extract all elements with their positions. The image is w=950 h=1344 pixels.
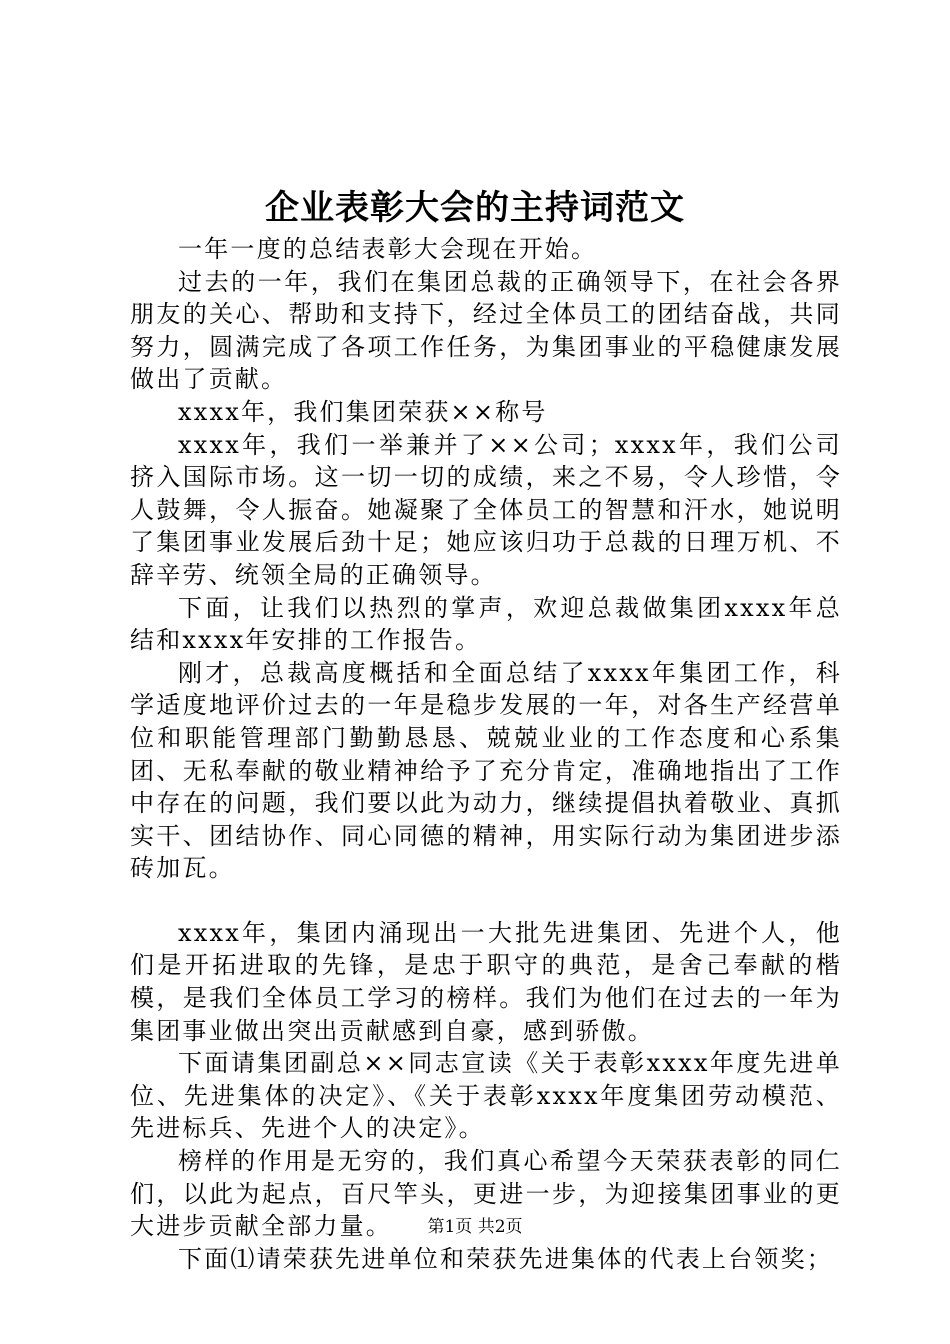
paragraph: 过去的一年，我们在集团总裁的正确领导下，在社会各界朋友的关心、帮助和支持下，经过全体员工的团结奋战，共同努力，圆满完成了各项工作任务，为集团事业的平稳健康发展做出了贡献。 <box>130 267 842 394</box>
paragraph: 下面⑴请荣获先进单位和荣获先进集体的代表上台领奖； <box>178 1244 833 1273</box>
paragraph: 刚才，总裁高度概括和全面总结了xxxx年集团工作，科学适度地评价过去的一年是稳步发展的一年，对各生产经营单位和职能管理部门勤勤恳恳、兢兢业业的工作态度和心系集团、无私奉献的敬业精神给予了充分肯定，准确地指出了工作中存在的问题，我们要以此为动力，继续提倡执着敬业、真抓实干、团结协作、同心同德的精神，用实际行动为集团进步添砖加瓦。 <box>130 658 842 883</box>
paragraph: 榜样的作用是无穷的，我们真心希望今天荣获表彰的同仁们，以此为起点，百尺竿头，更进一步，为迎接集团事业的更大进步贡献全部力量。 <box>130 1147 842 1241</box>
page-number-footer: 第1页 共2页 <box>427 1217 523 1237</box>
paragraph: xxxx年，我们一举兼并了××公司；xxxx年，我们公司挤入国际市场。这一切一切的成绩，来之不易，令人珍惜，令人鼓舞，令人振奋。她凝聚了全体员工的智慧和汗水，她说明了集团事业发展后劲十足；她应该归功于总裁的日理万机、不辞辛劳、统领全局的正确领导。 <box>130 430 842 589</box>
document-body <box>130 233 842 1275</box>
paragraph: 下面，让我们以热烈的掌声，欢迎总裁做集团xxxx年总结和xxxx年安排的工作报告。 <box>130 593 842 655</box>
document-title: 企业表彰大会的主持词范文 <box>265 188 685 228</box>
paragraph: 一年一度的总结表彰大会现在开始。 <box>178 235 598 263</box>
paragraph: 下面请集团副总××同志宣读《关于表彰xxxx年度先进单位、先进集体的决定》、《关于表彰xxxx年度集团劳动模范、先进标兵、先进个人的决定》。 <box>130 1049 842 1143</box>
paragraph: xxxx年，集团内涌现出一大批先进集团、先进个人，他们是开拓进取的先锋，是忠于职守的典范，是舍己奉献的楷模，是我们全体员工学习的榜样。我们为他们在过去的一年为集团事业做出突出贡献感到自豪，感到骄傲。 <box>130 918 842 1045</box>
paragraph: xxxx年，我们集团荣获××称号 <box>178 397 548 426</box>
